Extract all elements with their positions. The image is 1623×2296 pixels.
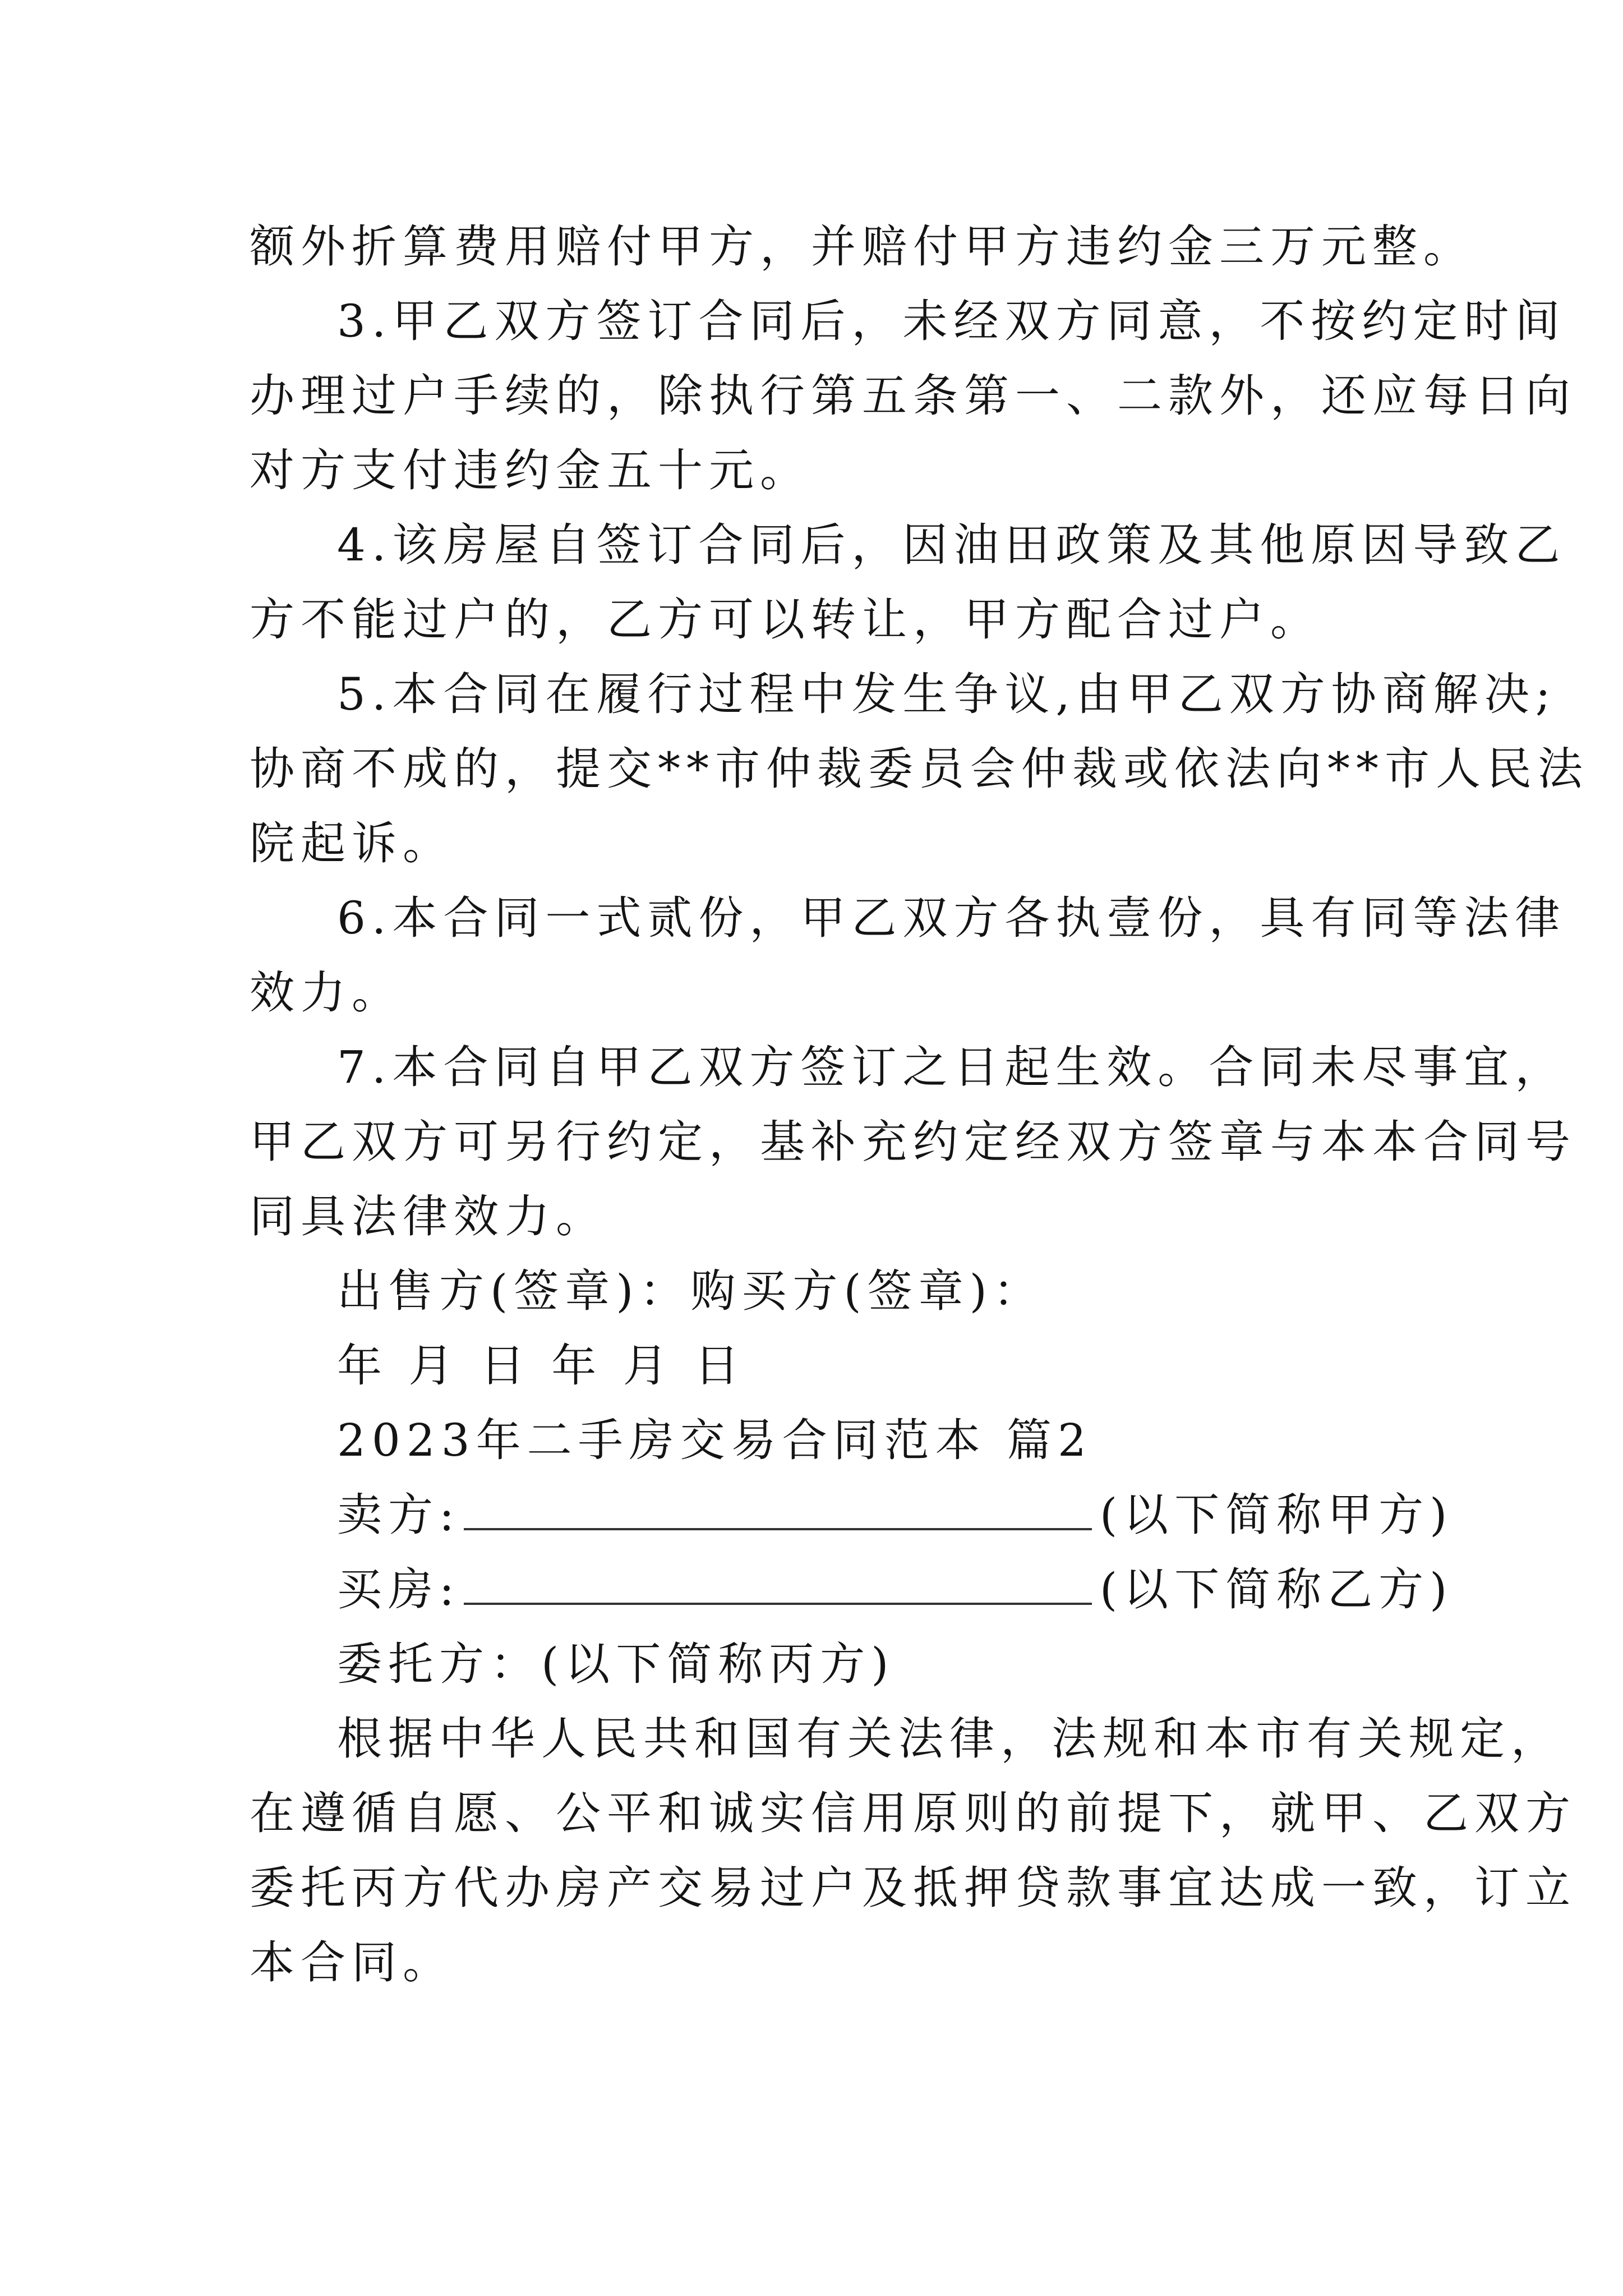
- text-line: 院起诉。: [250, 817, 454, 869]
- preamble-paragraph: 根据中华人民共和国有关法律，法规和本市有关规定，: [337, 1713, 1562, 1765]
- text-line: 额外折算费用赔付甲方，并赔付甲方违约金三万元整。: [250, 220, 1474, 273]
- text-line: 甲乙双方可另行约定，基补充约定经双方签章与本本合同号: [250, 1116, 1576, 1168]
- buyer-line: [337, 1559, 1454, 1621]
- text-line: 办理过户手续的，除执行第五条第一、二款外，还应每日向: [250, 370, 1576, 422]
- seller-suffix: (以下简称甲方): [1099, 1489, 1454, 1541]
- text-line: 效力。: [250, 967, 403, 1019]
- seller-label: 卖方:: [337, 1489, 460, 1541]
- section-title: 2023年二手房交易合同范本 篇2: [337, 1414, 1092, 1466]
- text-line: 在遵循自愿、公平和诚实信用原则的前提下，就甲、乙双方: [250, 1787, 1576, 1839]
- text-line: 方不能过户的，乙方可以转让，甲方配合过户。: [250, 593, 1321, 646]
- clause-5: 5.本合同在履行过程中发生争议,由甲乙双方协商解决;: [337, 668, 1557, 720]
- signature-line: 出售方(签章)：购买方(签章)：: [337, 1265, 1044, 1317]
- text-line: 本合同。: [250, 1936, 454, 1989]
- seller-blank: [464, 1493, 1092, 1530]
- clause-4: 4.该房屋自签订合同后，因油田政策及其他原因导致乙: [337, 519, 1566, 571]
- text-line: 同具法律效力。: [250, 1190, 607, 1243]
- clause-3: 3.甲乙双方签订合同后，未经双方同意，不按约定时间: [337, 295, 1566, 347]
- clause-7: 7.本合同自甲乙双方签订之日起生效。合同未尽事宜，: [337, 1041, 1566, 1093]
- clause-6: 6.本合同一式贰份，甲乙双方各执壹份，具有同等法律: [337, 892, 1566, 944]
- text-line: 对方支付违约金五十元。: [250, 444, 811, 496]
- text-line: 委托丙方代办房产交易过户及抵押贷款事宜达成一致，订立: [250, 1862, 1576, 1914]
- date-line: 年 月 日 年 月 日: [337, 1340, 746, 1392]
- agent-line: 委托方：(以下简称丙方): [337, 1638, 895, 1690]
- buyer-label: 买房:: [337, 1563, 460, 1616]
- buyer-suffix: (以下简称乙方): [1099, 1563, 1454, 1616]
- seller-line: [337, 1484, 1454, 1546]
- text-line: 协商不成的，提交**市仲裁委员会仲裁或依法向**市人民法: [250, 743, 1589, 795]
- buyer-blank: [464, 1568, 1092, 1605]
